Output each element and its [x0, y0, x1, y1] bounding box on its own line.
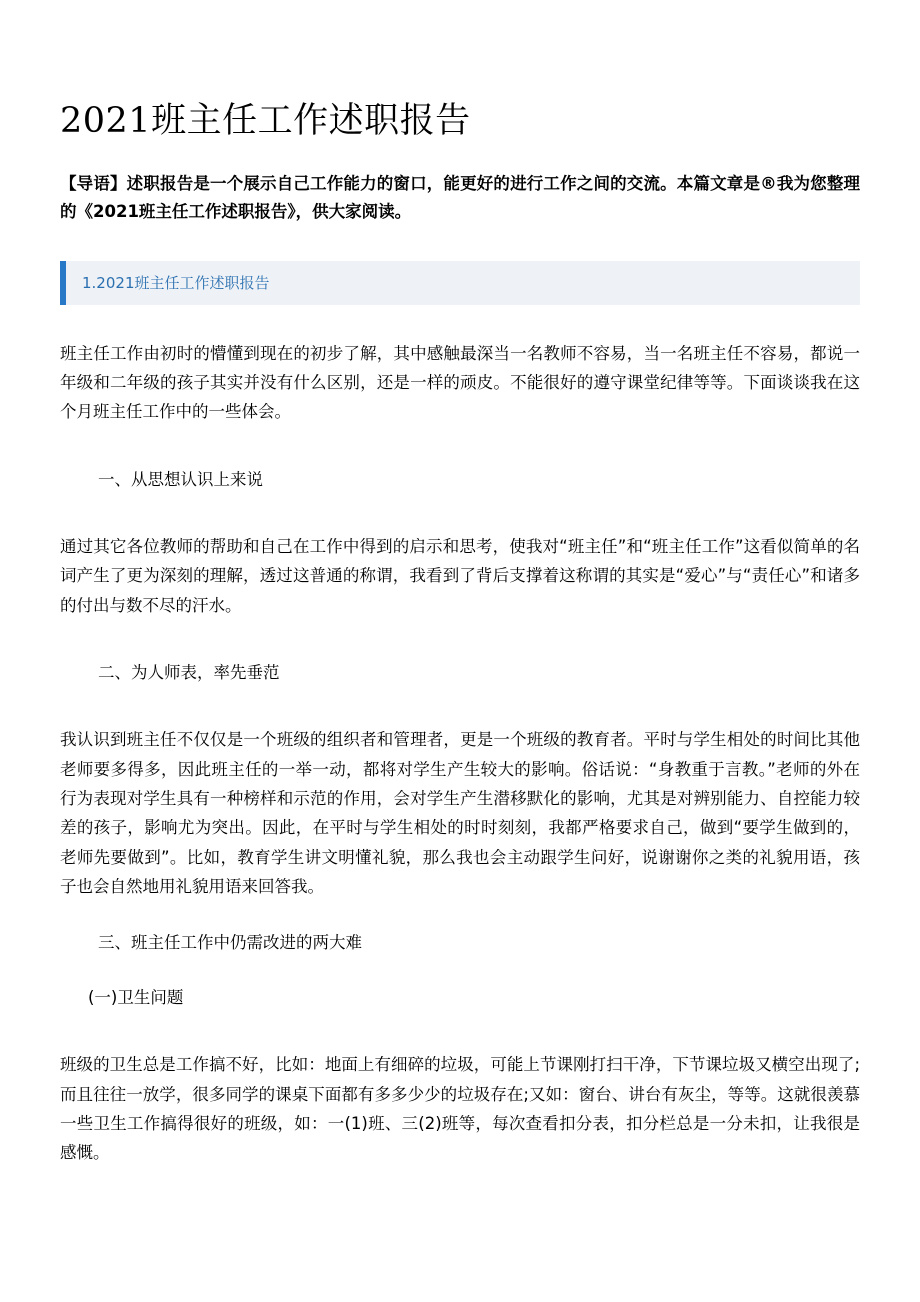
subheading-1: 一、从思想认识上来说 [98, 469, 263, 489]
subheading-2: 二、为人师表，率先垂范 [98, 663, 280, 683]
subheading-4: (一)卫生问题 [88, 987, 184, 1007]
subheading-3: 三、班主任工作中仍需改进的两大难 [98, 932, 362, 952]
paragraph-2: 通过其它各位教师的帮助和自己在工作中得到的启示和思考，使我对“班主任”和“班主任工作”这看似简单的名词产生了更为深刻的理解，透过这普通的称谓，我看到了背后支撑着这称谓的其实是“爱心”与“责任心”和诸多的付出与数不尽的汗水。 [60, 536, 860, 615]
page-title: 2021班主任工作述职报告 [60, 101, 471, 141]
section-heading: 1.2021班主任工作述职报告 [60, 261, 860, 305]
paragraph-4: 班级的卫生总是工作搞不好，比如：地面上有细碎的垃圾，可能上节课刚打扫干净，下节课垃圾又横空出现了;而且往往一放学，很多同学的课桌下面都有多多少少的垃圾存在;又如：窗台、讲台有灰尘，等等。这就很羡慕一些卫生工作搞得很好的班级，如：一(1)班、三(2)班等，每次查看扣分表，扣分栏总是一分未扣，让我很是感慨。 [60, 1055, 860, 1163]
paragraph-1: 班主任工作由初时的懵懂到现在的初步了解，其中感触最深当一名教师不容易，当一名班主任不容易，都说一年级和二年级的孩子其实并没有什么区别，还是一样的顽皮。不能很好的遵守课堂纪律等等。下面谈谈我在这个月班主任工作中的一些体会。 [60, 343, 860, 422]
paragraph-3: 我认识到班主任不仅仅是一个班级的组织者和管理者，更是一个班级的教育者。平时与学生相处的时间比其他老师要多得多，因此班主任的一举一动，都将对学生产生较大的影响。俗话说：“身教重于言教。”老师的外在行为表现对学生具有一种榜样和示范的作用，会对学生产生潜移默化的影响，尤其是对辨别能力、自控能力较差的孩子，影响尤为突出。因此，在平时与学生相处的时时刻刻，我都严格要求自己，做到“要学生做到的，老师先要做到”。比如，教育学生讲文明懂礼貌，那么我也会主动跟学生问好，说谢谢你之类的礼貌用语，孩子也会自然地用礼貌用语来回答我。 [60, 730, 860, 897]
lead-paragraph: 【导语】述职报告是一个展示自己工作能力的窗口，能更好的进行工作之间的交流。本篇文章是®我为您整理的《2021班主任工作述职报告》，供大家阅读。 [60, 173, 860, 222]
